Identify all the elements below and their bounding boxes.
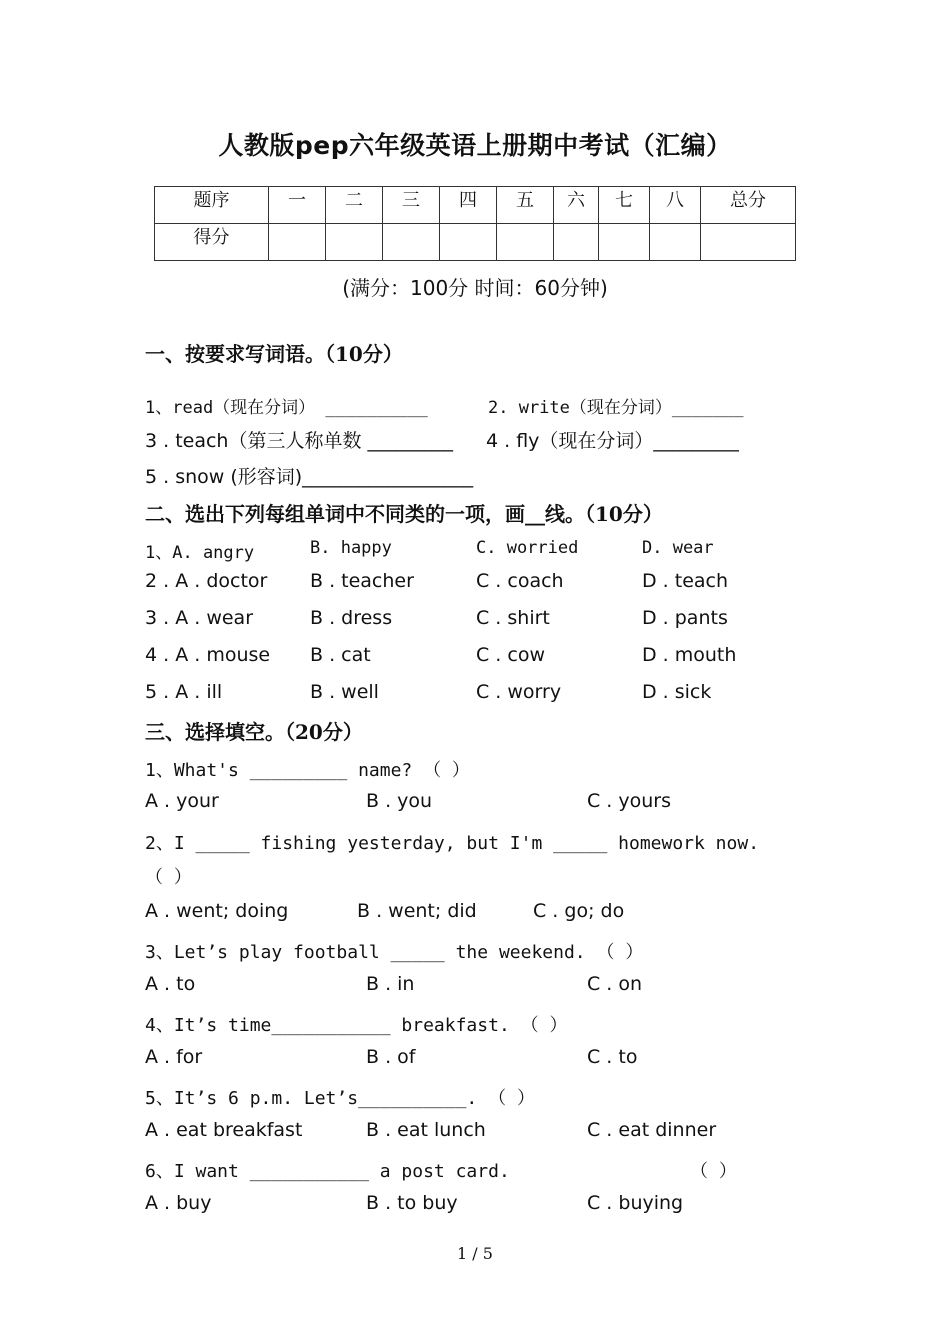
section2-row1-d: D. wear [642,538,714,558]
section3-q2-option-c: C . go; do [533,900,625,922]
section3-q6-option-a: A . buy [145,1192,212,1214]
score-header-cell: 六 [554,187,599,224]
section3-q1-option-c: C . yours [587,790,672,812]
section1-q5: 5 . snow (形容词)__________________ [145,466,474,488]
section3-q1-option-b: B . you [366,790,433,812]
section2-row3-b: B . dress [310,607,393,629]
section3-q4-text: 4、It’s time___________ breakfast. （ ） [145,1015,568,1036]
section2-row2-b: B . teacher [310,570,414,592]
section2-row4-b: B . cat [310,644,371,666]
page-number: 1 / 5 [457,1244,493,1263]
section3-heading: 三、选择填空。（20分） [145,720,363,744]
section1-heading: 一、按要求写词语。（10分） [145,342,403,366]
section1-q4: 4 . fly（现在分词）_________ [486,430,739,452]
score-header-cell: 五 [497,187,554,224]
score-cell[interactable] [650,224,701,261]
section2-row5-b: B . well [310,681,379,703]
full-mark-info: (满分：100分 时间：60分钟) [342,276,608,300]
section2-row2-a: 2 . A . doctor [145,570,268,592]
score-cell[interactable] [269,224,326,261]
score-header-cell: 题序 [155,187,269,224]
score-header-cell: 一 [269,187,326,224]
section3-q6-option-b: B . to buy [366,1192,458,1214]
section3-q5-text: 5、It’s 6 p.m. Let’s__________. （ ） [145,1088,535,1109]
section3-q1-option-a: A . your [145,790,219,812]
section2-row4-d: D . mouth [642,644,737,666]
score-cell[interactable] [383,224,440,261]
section2-row4-c: C . cow [476,644,545,666]
score-cell[interactable] [701,224,796,261]
section1-q2: 2. write（现在分词）_______ [488,398,744,418]
section3-q2-text: 2、I _____ fishing yesterday, but I'm _____ homework now. [145,833,760,854]
section3-q5-option-c: C . eat dinner [587,1119,717,1141]
page-title: 人教版pep六年级英语上册期中考试（汇编） [218,131,732,160]
section2-row4-a: 4 . A . mouse [145,644,271,666]
section3-q3-option-b: B . in [366,973,415,995]
score-cell[interactable] [599,224,650,261]
score-cell[interactable] [326,224,383,261]
section2-row2-c: C . coach [476,570,564,592]
section2-heading: 二、选出下列每组单词中不同类的一项，画__线。（10分） [145,502,663,526]
score-table-score-row [155,224,796,261]
score-cell[interactable] [497,224,554,261]
section3-q2-paren: （ ） [145,867,192,888]
section1-q1: 1、read（现在分词） __________ [145,398,428,418]
section3-q2-option-b: B . went; did [357,900,477,922]
score-header-cell: 二 [326,187,383,224]
score-header-cell: 三 [383,187,440,224]
section3-q4-option-b: B . of [366,1046,416,1068]
score-header-cell: 总分 [701,187,796,224]
section3-q6-paren: （ ） [690,1161,737,1182]
section2-row2-d: D . teach [642,570,729,592]
score-header-cell: 四 [440,187,497,224]
section3-q3-option-c: C . on [587,973,643,995]
section3-q5-option-a: A . eat breakfast [145,1119,303,1141]
score-row-label: 得分 [155,224,269,261]
section3-q3-text: 3、Let’s play football _____ the weekend. （ ） [145,942,644,963]
score-cell[interactable] [440,224,497,261]
section2-row5-a: 5 . A . ill [145,681,223,703]
section2-row1-a: 1、A. angry [145,543,255,563]
section3-q2-option-a: A . went; doing [145,900,289,922]
section3-q6-text: 6、I want ___________ a post card. [145,1161,510,1182]
section3-q6-option-c: C . buying [587,1192,684,1214]
section3-q3-option-a: A . to [145,973,196,995]
score-header-cell: 七 [599,187,650,224]
section1-q3: 3 . teach（第三人称单数 _________ [145,430,454,452]
section2-row3-c: C . shirt [476,607,550,629]
section2-row1-b: B. happy [310,538,392,558]
section3-q5-option-b: B . eat lunch [366,1119,486,1141]
section3-q4-option-c: C . to [587,1046,638,1068]
section2-row5-d: D . sick [642,681,712,703]
section3-q1-text: 1、What's _________ name? （ ） [145,760,470,781]
section3-q4-option-a: A . for [145,1046,203,1068]
score-cell[interactable] [554,224,599,261]
section2-row1-c: C. worried [476,538,579,558]
section2-row5-c: C . worry [476,681,562,703]
score-header-cell: 八 [650,187,701,224]
score-table [154,186,796,261]
score-table-header-row [155,187,796,224]
section2-row3-d: D . pants [642,607,728,629]
section2-row3-a: 3 . A . wear [145,607,254,629]
